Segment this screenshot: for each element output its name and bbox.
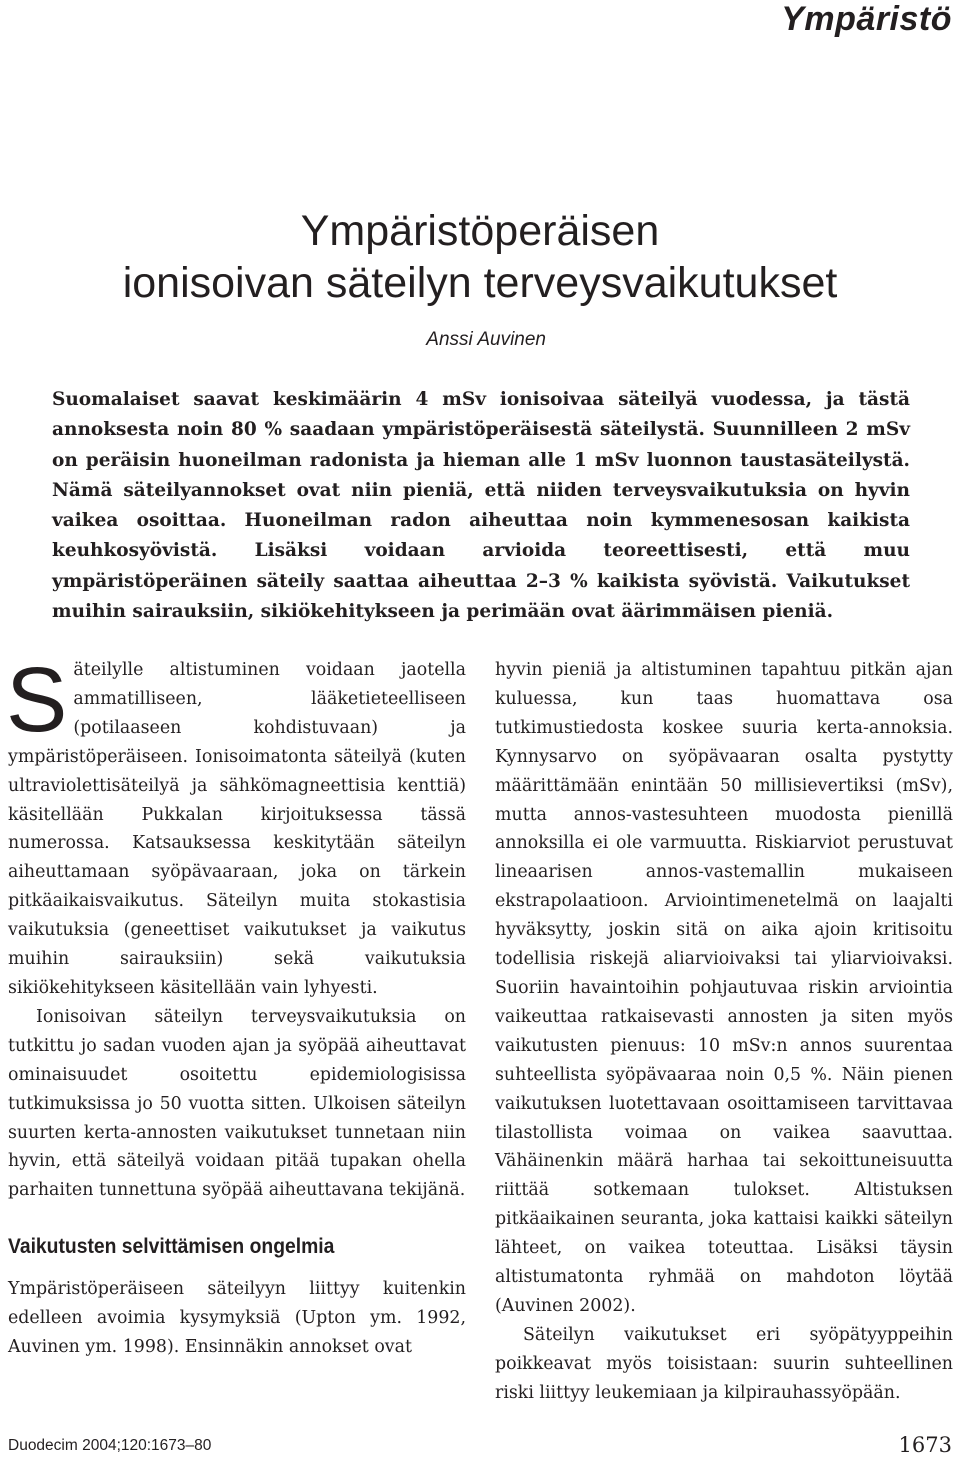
drop-cap: S bbox=[6, 649, 68, 751]
paragraph-1-text: äteilylle altistuminen voidaan jaotella ammatilliseen, lääketieteelliseen (potilaaseen kohdistuvaan) ja ympäristöperäiseen. Ionisoimatonta säteilyä (kuten ultraviolettisäteilyä ja sähkömagneettisia kenttiä) käsitellään Pukkalan kirjoituksessa tässä numerossa. Katsauksessa keskitytään säteilyn aiheuttamaan syöpävaaraan, joka on tärkein pitkäaikaisvaikutus. Säteilyn muita stokastisia vaikutuksia (geneettiset vaikutukset ja vaikutus muihin sairauksiin) sekä vaikutuksia sikiökehitykseen käsitellään vain lyhyesti. bbox=[8, 660, 466, 998]
body-column-left bbox=[6, 649, 466, 1362]
title-line-1: Ympäristöperäisen bbox=[300, 207, 660, 255]
paragraph-5: Säteilyn vaikutukset eri syöpätyyppeihin poikkeavat myös toisistaan: suurin suhteellinen riski liittyy leukemiaan ja kilpirauhassyöpään. bbox=[495, 1324, 953, 1403]
page-number: 1673 bbox=[898, 1433, 952, 1457]
author-name: Anssi Auvinen bbox=[426, 329, 546, 350]
abstract: Suomalaiset saavat keskimäärin 4 mSv ionisoivaa säteilyä vuodessa, ja tästä annoksesta noin 80 % saadaan ympäristöperäisestä säteilystä. Suunnilleen 2 mSv on peräisin huoneilman radonista ja hieman alle 1 mSv luonnon taustasäteilystä. Nämä säteilyannokset ovat niin pieniä, että niiden terveysvaikutuksia on hyvin vaikea osoittaa. Huoneilman radon aiheuttaa noin kymmenesosan kaikista keuhkosyövistä. Lisäksi voidaan arvioida teoreettisesti, että muu ympäristöperäinen säteily saattaa aiheuttaa 2–3 % kaikista syövistä. Vaikutukset muihin sairauksiin, sikiökehitykseen ja perimään ovat äärimmäisen pieniä. bbox=[52, 389, 910, 623]
paragraph-4: hyvin pieniä ja altistuminen tapahtuu pitkän ajan kuluessa, kun taas huomattava osa tutkimustiedosta koskee suuria kerta-annoksia. Kynnysarvo on syöpävaaran osalta pystytty määrittämään enintään 50 millisievertiksi (mSv), mutta annos-vastesuhteen muodosta pienillä annoksilla ei ole varmuutta. Riskiarviot perustuvat lineaarisen annos-vastemallin mukaiseen ekstrapolaatioon. Arviointimenetelmä on laajalti hyväksytty, joskin sitä on aika ajoin kritisoitu todellisia riskejä aliarvioivaksi tai yliarvioivaksi. Suoriin havaintoihin pohjautuvaa riskin arviointia vaikeuttaa ratkaisevasti annosten ja siten myös vaikutusten pienuus: 10 mSv:n annos suurentaa suhteellista syöpävaaraa noin 0,5 %. Näin pienen vaikutuksen luotettavaan osoittamiseen tarvittavaa tilastollista voimaa on vaikea saavuttaa. Vähäinenkin määrä harhaa tai sekoittuneisuutta riittää sotkemaan tulokset. Altistuksen pitkäaikainen seuranta, joka kattaisi kaikki säteilyn lähteet, on vaikea toteuttaa. Lisäksi täysin altistumatonta ryhmää on mahdoton löytää (Auvinen 2002). bbox=[495, 660, 953, 1316]
journal-citation: Duodecim 2004;120:1673–80 bbox=[8, 1437, 212, 1454]
title-line-2: ionisoivan säteilyn terveysvaikutukset bbox=[122, 259, 838, 307]
paragraph-2: Ionisoivan säteilyn terveysvaikutuksia on tutkittu jo sadan vuoden ajan ja syöpää aiheuttavat ominaisuudet osoitettu epidemiologisissa tutkimuksissa jo 50 vuotta sitten. Ulkoisen säteilyn suurten kerta-annosten vaikutukset tunnetaan niin hyvin, että säteilyä voidaan pitää tupakan ohella parhaiten tunnettuna syöpää aiheuttavana tekijänä. bbox=[8, 1006, 466, 1201]
article-title bbox=[0, 205, 960, 309]
body-column-right bbox=[495, 656, 953, 1408]
paragraph-3: Ympäristöperäiseen säteilyyn liittyy kuitenkin edelleen avoimia kysymyksiä (Upton ym. 1992, Auvinen ym. 1998). Ensinnäkin annokset ovat bbox=[8, 1279, 466, 1358]
intro-paragraph bbox=[6, 649, 466, 1003]
section-label: Ympäristö bbox=[781, 0, 952, 38]
section-heading: Vaikutusten selvittämisen ongelmia bbox=[8, 1235, 335, 1259]
